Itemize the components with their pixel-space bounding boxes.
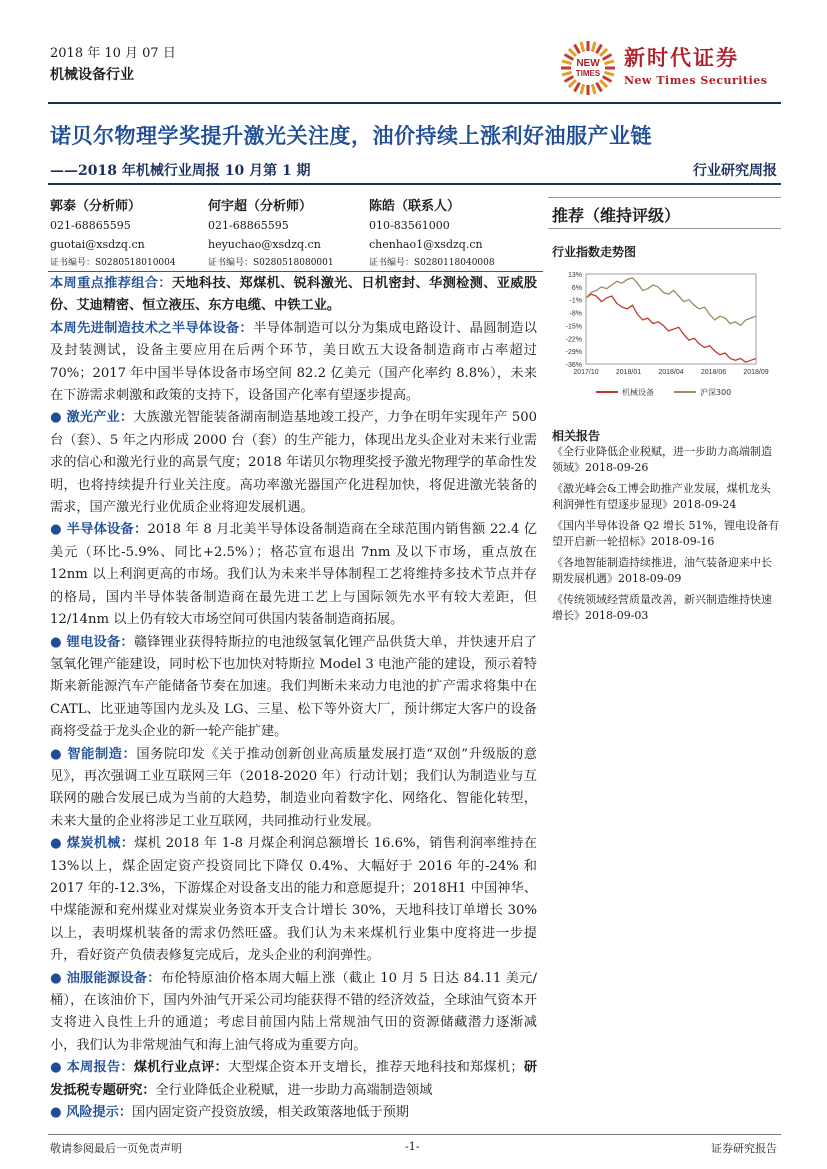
paragraph-risk [50, 1102, 537, 1124]
analyst-cert: 证书编号：S0280518010004 [50, 258, 176, 268]
x-tick-label: 2017/10 [573, 369, 599, 376]
legend-label: 沪深300 [700, 388, 732, 397]
paragraph-text: 布伦特原油价格本周大幅上涨（截止 10 月 5 日达 84.11 美元/桶），在该油价下，国内外油气开采公司均能获得不错的经济效益，全球油气资本开支将进入良性上升的通道；考虑目前国内陆上常规油气田的资源储藏潜力逐渐减小，我们认为非常规油气和海上油气将成为重要方向。 [50, 970, 537, 1053]
analyst-phone: 021-68865595 [208, 219, 289, 232]
company-logo [558, 40, 778, 96]
y-tick-label: -8% [569, 310, 582, 318]
paragraph-oil-service [50, 968, 537, 1058]
paragraph-label: 智能制造： [67, 746, 137, 762]
bullet-icon: ● [50, 634, 67, 650]
analyst-phone: 021-68865595 [50, 219, 131, 232]
x-tick-label: 2018/09 [743, 369, 769, 376]
paragraph-label: 本周先进制造技术之半导体设备： [50, 320, 254, 336]
analyst-cert: 证书编号：S0280118040008 [369, 258, 495, 268]
y-tick-label: -22% [565, 336, 582, 344]
y-tick-label: -29% [565, 349, 582, 357]
paragraph-label: 半导体设备： [66, 522, 148, 538]
footer-divider [48, 1134, 781, 1135]
logo-text-new: NEW [576, 58, 600, 69]
series-line-machinery [586, 294, 756, 362]
logo-text-times: TIMES [575, 69, 601, 78]
y-tick-label: -36% [565, 362, 582, 369]
analyst-name: 陈皓（联系人） [369, 199, 461, 214]
report-title: 诺贝尔物理学奖提升激光关注度，油价持续上涨利好油服产业链 [50, 123, 652, 148]
paragraph-text: 国内固定资产投资放缓，相关政策落地低于预期 [132, 1105, 409, 1121]
analyst-email[interactable]: guotai@xsdzq.cn [50, 238, 145, 251]
rating-label: 推荐（维持评级） [552, 206, 681, 225]
related-reports-title: 相关报告 [552, 429, 601, 443]
company-name: 新时代证券 [624, 45, 739, 70]
related-report-item[interactable]: 《传统领域经营质量改善，新兴制造维持快速增长》2018-09-03 [552, 593, 772, 622]
bullet-icon: ● [50, 1105, 67, 1121]
legend-label: 机械设备 [622, 388, 654, 397]
analyst-email[interactable]: chenhao1@xsdzq.cn [369, 238, 483, 251]
analyst-email[interactable]: heyuchao@xsdzq.cn [208, 238, 321, 251]
analyst-divider [48, 271, 543, 272]
paragraph-text: 天地科技、郑煤机、锐科激光、日机密封、华测检测、亚威股份、艾迪精密、恒立液压、东方电缆、中铁工业。 [50, 276, 538, 314]
y-tick-label: -1% [569, 297, 582, 305]
paragraph-smart-manufacturing [50, 744, 537, 834]
y-tick-label: 13% [567, 272, 582, 279]
paragraph-label: 油服能源设备： [66, 970, 161, 986]
paragraph-label: 煤炭机械： [66, 836, 135, 852]
analyst-2 [208, 197, 334, 273]
logo-emblem-icon [558, 40, 618, 96]
bullet-icon: ● [50, 522, 67, 538]
paragraph-text: 煤机 2018 年 1-8 月煤企利润总额增长 16.6%，销售利润率维持在 13%以上，煤企固定资产投资同比下降仅 0.4%、大幅好于 2016 年的-24% 和 2017 年的-12.3%，下游煤企对设备支出的能力和意愿提升；2018H1 中国神华、中煤能源和兖州煤业对煤炭业务资本开支合计增长 30%，天地科技订单增长 30%以上，表明煤机装备的需求仍然旺盛。我们认为未来煤机行业集中度将进一步提升，看好资产负债表修复完成后，龙头企业的利润弹性。 [50, 836, 537, 964]
title-divider [48, 183, 781, 185]
paragraph-label: 本周重点推荐组合： [50, 276, 172, 291]
rating-divider-bottom [548, 228, 781, 229]
series-line-csi300 [586, 278, 756, 326]
chart-title: 行业指数走势图 [552, 245, 637, 259]
paragraph-text: 大族激光智能装备湖南制造基地竣工投产，力争在明年实现年产 500 台（套）、5 年之内形成 2000 台（套）的生产能力，体现出龙头企业对未来行业需求的信心和激光行业的高景气度；2018 年诺贝尔物理奖授予激光物理学的革命性发明，也将持续提升行业关注度。高功率激光器国产化进程加快，将促进激光装备的需求，国产激光行业优质企业将迎发展机遇。 [50, 410, 537, 516]
paragraph-text: 大型煤企资本开支增长，推荐天地科技和郑煤机； [228, 1060, 524, 1076]
related-report-item[interactable]: 《各地智能制造持续推进，油气装备迎来中长期发展机遇》2018-09-09 [552, 556, 772, 585]
paragraph-label: 风险提示： [66, 1105, 133, 1121]
paragraph-semiconductor-tech [50, 318, 537, 408]
report-body [50, 273, 537, 1124]
paragraph-text: 赣锋锂业获得特斯拉的电池级氢氧化锂产品供货大单，并快速开启了氢氧化锂产能建设，同时松下也加快对特斯拉 Model 3 电池产能的建设，预示着特斯来新能源汽车产能储备节奏在加速。我们判断未来动力电池的扩产需求将集中在 CATL、比亚迪等国内龙头及 LG、三星、松下等外资大厂，预计绑定大客户的设备商将受益于龙头企业的新一轮产能扩建。 [50, 634, 537, 740]
analyst-phone: 010-83561000 [369, 219, 450, 232]
x-tick-label: 2018/04 [658, 369, 684, 376]
bullet-icon: ● [50, 746, 68, 762]
y-tick-label: 6% [571, 284, 582, 292]
paragraph-label: 激光产业： [66, 410, 134, 426]
paragraph-weekly-reports [50, 1057, 537, 1102]
index-trend-chart [548, 268, 778, 400]
bullet-icon: ● [50, 1060, 67, 1076]
bullet-icon: ● [50, 410, 67, 426]
analyst-name: 何宇超（分析师） [208, 199, 313, 214]
footer-disclaimer[interactable]: 敬请参阅最后一页免责声明 [50, 1142, 182, 1155]
paragraph-label: 锂电设备： [66, 634, 134, 650]
analyst-cert: 证书编号：S0280518080001 [208, 258, 334, 268]
paragraph-sublabel: 研发抵税专题研究： [50, 1060, 538, 1098]
related-report-item[interactable]: 《全行业降低企业税赋，进一步助力高端制造领域》2018-09-26 [552, 445, 772, 474]
related-reports-list [552, 444, 780, 629]
paragraph-lithium [50, 632, 537, 744]
related-report-item[interactable]: 《激光峰会&工博会助推产业发展，煤机龙头利润弹性有望逐步显现》2018-09-24 [552, 482, 771, 511]
industry-label: 机械设备行业 [50, 67, 134, 83]
footer-report-label: 证券研究报告 [711, 1142, 777, 1155]
paragraph-coal [50, 833, 537, 967]
paragraph-sublabel: 煤机行业点评： [133, 1060, 228, 1076]
analyst-1 [50, 197, 176, 273]
company-name-en: New Times Securities [624, 74, 768, 87]
x-tick-label: 2018/06 [700, 369, 727, 376]
paragraph-text: 国务院印发《关于推动创新创业高质量发展打造“双创”升级版的意见》，再次强调工业互联网三年（2018-2020 年）行动计划；我们认为制造业与互联网的融合发展已成为当前的大趋势，制造业向着数字化、网络化、智能化转型，未来大量的企业将涉足工业互联网，共同推动行业发展。 [50, 746, 538, 829]
paragraph-text: 半导体制造可以分为集成电路设计、晶圆制造以及封装测试，设备主要应用在后两个环节，美日欧五大设备制造商市占率超过 70%；2017 年中国半导体设备市场空间 82.2 亿美元（国产化率约 8.8%），未来在下游需求刺激和政策的支持下，设备国产化率有望逐步提高。 [50, 320, 537, 404]
related-report-item[interactable]: 《国内半导体设备 Q2 增长 51%，锂电设备有望开启新一轮招标》2018-09-16 [552, 519, 779, 548]
chart-plot-frame [586, 274, 756, 364]
bullet-icon: ● [50, 970, 67, 986]
report-type: 行业研究周报 [693, 163, 777, 179]
report-subtitle: ——2018 年机械行业周报 10 月第 1 期 [50, 163, 311, 179]
paragraph-text: 2018 年 8 月北美半导体设备制造商在全球范围内销售额 22.4 亿美元（环比-5.9%、同比+2.5%）；格芯宣布退出 7nm 及以下市场，重点放在 12nm 以上利润更高的市场。我们认为未来半导体制程工艺将维持多技术节点并存的格局，国内半导体装备制造商在最先进工艺上与国际领先水平有较大差距，但 12/14nm 以上仍有较大市场空间可供国内装备制造商拓展。 [50, 522, 537, 628]
header-divider [48, 102, 781, 104]
paragraph-picks [50, 273, 537, 318]
x-tick-label: 2018/01 [615, 369, 642, 376]
analyst-name: 郭泰（分析师） [50, 199, 142, 214]
paragraph-text: 全行业降低企业税赋，进一步助力高端制造领域 [155, 1082, 433, 1098]
paragraph-semiconductor [50, 519, 537, 631]
paragraph-laser [50, 407, 537, 519]
paragraph-label: 本周报告： [66, 1060, 134, 1076]
page-number: -1- [405, 1140, 420, 1153]
analyst-3 [369, 197, 495, 273]
rating-divider-top [548, 197, 781, 198]
bullet-icon: ● [50, 836, 67, 852]
report-date: 2018 年 10 月 07 日 [50, 46, 176, 61]
y-tick-label: -15% [565, 323, 582, 331]
